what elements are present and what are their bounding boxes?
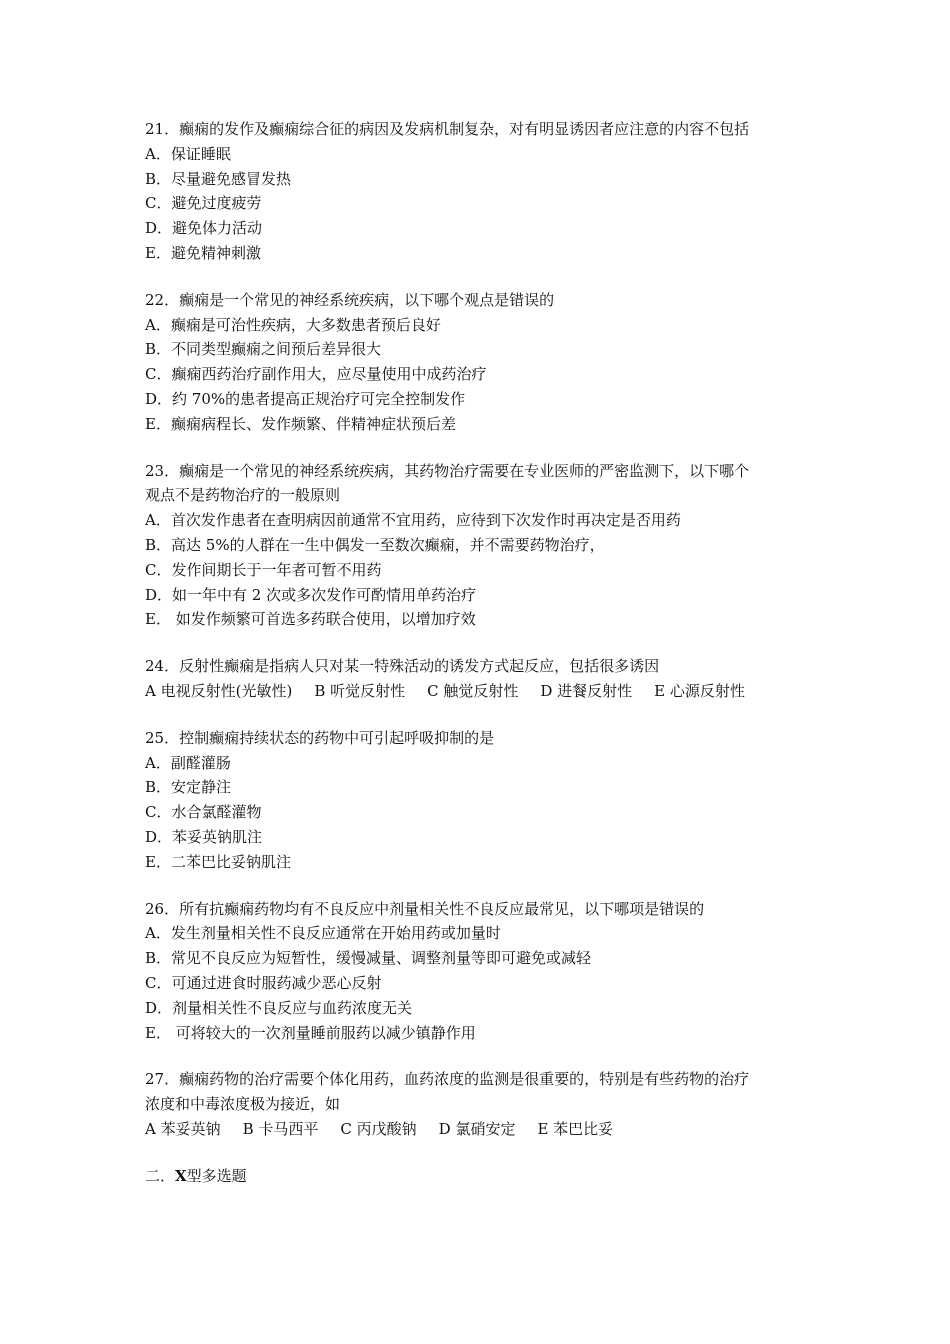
answer-option: A．首次发作患者在查明病因前通常不宜用药，应待到下次发作时再决定是否用药 — [145, 511, 681, 530]
answer-option: A．保证睡眠 — [145, 144, 231, 163]
answer-option: C 触觉反射性 — [427, 681, 519, 700]
answer-option: B．安定静注 — [145, 778, 232, 797]
answer-option: C．可通过进食时服药减少恶心反射 — [145, 973, 382, 992]
question-stem: 23．癫痫是一个常见的神经系统疾病，其药物治疗需要在专业医师的严密监测下，以下哪个 — [145, 461, 750, 480]
inline-answer-options — [145, 679, 825, 704]
answer-option: E．二苯巴比妥钠肌注 — [145, 852, 291, 871]
answer-option: D．如一年中有 2 次或多次发作可酌情用单药治疗 — [145, 585, 477, 604]
question-stem: 25．控制癫痫持续状态的药物中可引起呼吸抑制的是 — [145, 728, 495, 747]
answer-option: C．癫痫西药治疗副作用大，应尽量使用中成药治疗 — [145, 365, 487, 384]
answer-option: E．癫痫病程长、发作频繁、伴精神症状预后差 — [145, 414, 456, 433]
question-stem: 22．癫痫是一个常见的神经系统疾病，以下哪个观点是错误的 — [145, 290, 555, 309]
answer-option: C．水合氯醛灌物 — [145, 803, 262, 822]
answer-option: E 心源反射性 — [654, 681, 745, 700]
question-block — [145, 117, 825, 266]
answer-option: D．约 70%的患者提高正规治疗可完全控制发作 — [145, 389, 466, 408]
answer-option: D 氯硝安定 — [438, 1119, 516, 1138]
question-block — [145, 288, 825, 437]
question-block — [145, 897, 825, 1046]
answer-option: C 丙戊酸钠 — [340, 1119, 417, 1138]
answer-option: B 卡马西平 — [242, 1119, 319, 1138]
section-type-letter: X — [175, 1166, 187, 1185]
answer-option: B．高达 5%的人群在一生中偶发一至数次癫痫，并不需要药物治疗， — [145, 535, 605, 554]
answer-option: E．避免精神刺激 — [145, 243, 261, 262]
answer-option: D 进餐反射性 — [540, 681, 633, 700]
section-prefix: 二． — [145, 1166, 176, 1185]
question-stem: 观点不是药物治疗的一般原则 — [145, 486, 341, 505]
answer-option: D．避免体力活动 — [145, 219, 263, 238]
question-stem: 27．癫痫药物的治疗需要个体化用药，血药浓度的监测是很重要的，特别是有些药物的治疗 — [145, 1070, 750, 1089]
question-stem: 浓度和中毒浓度极为接近，如 — [145, 1095, 341, 1114]
answer-option: A 苯妥英钠 — [145, 1119, 221, 1138]
section-heading — [145, 1164, 825, 1189]
answer-option: A．副醛灌肠 — [145, 753, 231, 772]
answer-option: B．尽量避免感冒发热 — [145, 169, 292, 188]
answer-option: E． 可将较大的一次剂量睡前服药以减少镇静作用 — [145, 1023, 476, 1042]
question-block — [145, 1067, 825, 1141]
section-suffix: 型多选题 — [186, 1166, 247, 1185]
question-block — [145, 459, 825, 633]
answer-option: A．癫痫是可治性疾病，大多数患者预后良好 — [145, 315, 441, 334]
question-list — [145, 117, 825, 1188]
question-block — [145, 654, 825, 704]
answer-option: B．常见不良反应为短暂性，缓慢减量、调整剂量等即可避免或减轻 — [145, 949, 592, 968]
answer-option: A．发生剂量相关性不良反应通常在开始用药或加量时 — [145, 924, 501, 943]
answer-option: D．剂量相关性不良反应与血药浓度无关 — [145, 998, 413, 1017]
answer-option: C．避免过度疲劳 — [145, 194, 262, 213]
question-stem: 24．反射性癫痫是指病人只对某一特殊活动的诱发方式起反应，包括很多诱因 — [145, 657, 660, 676]
answer-option: D．苯妥英钠肌注 — [145, 827, 263, 846]
answer-option: E 苯巴比妥 — [537, 1119, 614, 1138]
answer-option: C．发作间期长于一年者可暂不用药 — [145, 560, 382, 579]
question-block — [145, 726, 825, 875]
answer-option: E． 如发作频繁可首选多药联合使用，以增加疗效 — [145, 610, 476, 629]
question-stem: 21．癫痫的发作及癫痫综合征的病因及发病机制复杂，对有明显诱因者应注意的内容不包括 — [145, 120, 750, 138]
question-stem: 26．所有抗癫痫药物均有不良反应中剂量相关性不良反应最常见，以下哪项是错误的 — [145, 899, 705, 918]
answer-option: B．不同类型癫痫之间预后差异很大 — [145, 340, 382, 359]
inline-answer-options — [145, 1117, 825, 1142]
answer-option: B 听觉反射性 — [314, 681, 406, 700]
answer-option: A 电视反射性(光敏性) — [145, 681, 293, 700]
